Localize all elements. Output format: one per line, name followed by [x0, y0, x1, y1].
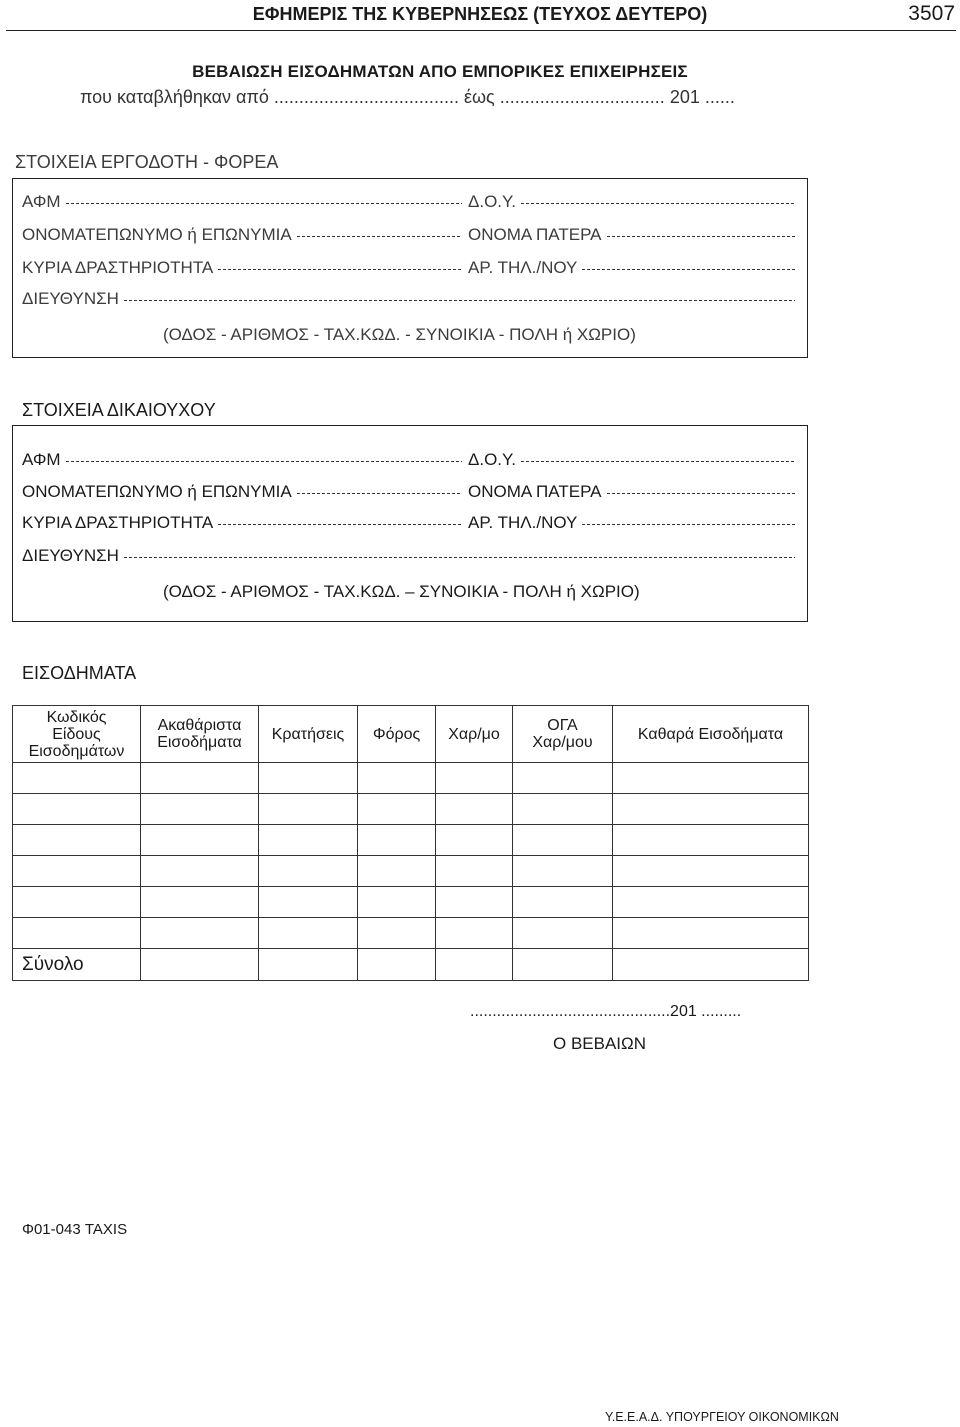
table-cell — [358, 794, 436, 825]
employer-phone-label: ΑΡ. ΤΗΛ./ΝΟΥ — [468, 258, 578, 277]
employer-father-label: ΟΝΟΜΑ ΠΑΤΕΡΑ — [468, 225, 602, 244]
table-cell — [613, 949, 809, 981]
beneficiary-doy-label: Δ.Ο.Υ. — [468, 450, 516, 469]
table-cell — [358, 856, 436, 887]
period-from-blank: ..................................... — [273, 87, 459, 107]
dash-leader — [124, 557, 795, 558]
employer-row-name — [22, 225, 795, 245]
period-to-blank: ................................. — [499, 87, 665, 107]
publisher-credit: Υ.Ε.Ε.Α.Δ. ΥΠΟΥΡΓΕΙΟΥ ΟΙΚΟΝΟΜΙΚΩΝ — [605, 1410, 839, 1424]
beneficiary-afm-field — [22, 450, 462, 470]
employer-activity-field — [22, 258, 462, 278]
table-cell — [259, 794, 358, 825]
col-header-line: Εισοδημάτων — [28, 742, 125, 760]
beneficiary-section-title: ΣΤΟΙΧΕΙΑ ΔΙΚΑΙΟΥΧΟΥ — [22, 400, 216, 420]
period-year-blank: ...... — [704, 87, 735, 107]
header-rule — [6, 30, 956, 31]
beneficiary-activity-field — [22, 513, 462, 533]
period-line — [80, 86, 735, 108]
table-cell — [513, 856, 613, 887]
signature-date-line: .............................................201 ......... — [470, 1003, 742, 1020]
dash-leader — [607, 236, 795, 237]
beneficiary-afm-label: ΑΦΜ — [22, 450, 61, 469]
table-cell — [259, 918, 358, 949]
table-cell — [259, 763, 358, 794]
table-cell — [513, 918, 613, 949]
period-year-label: 201 — [669, 87, 700, 107]
table-cell — [141, 949, 259, 981]
dash-leader — [66, 461, 462, 462]
employer-afm-field — [22, 192, 462, 212]
table-cell — [13, 918, 141, 949]
table-cell — [259, 856, 358, 887]
table-cell — [141, 825, 259, 856]
table-cell — [13, 887, 141, 918]
employer-phone-field — [468, 258, 795, 278]
table-cell — [513, 887, 613, 918]
table-cell — [358, 949, 436, 981]
col-header-line: Καθαρά Εισοδήματα — [637, 725, 784, 743]
gazette-title: ΕΦΗΜΕΡΙΣ ΤΗΣ ΚΥΒΕΡΝΗΣΕΩΣ (ΤΕΥΧΟΣ ΔΕΥΤΕΡΟ) — [252, 4, 708, 24]
table-cell — [259, 825, 358, 856]
employer-doy-label: Δ.Ο.Υ. — [468, 192, 516, 211]
beneficiary-row-afm — [22, 450, 795, 470]
page-number: 3507 — [908, 2, 955, 25]
employer-activity-label: ΚΥΡΙΑ ΔΡΑΣΤΗΡΙΟΤΗΤΑ — [22, 258, 214, 277]
employer-section-title: ΣΤΟΙΧΕΙΑ ΕΡΓΟΔΟΤΗ - ΦΟΡΕΑ — [15, 152, 279, 172]
employer-name-field — [22, 225, 462, 245]
table-cell — [141, 856, 259, 887]
table-cell — [436, 856, 513, 887]
table-cell — [513, 794, 613, 825]
beneficiary-name-label: ΟΝΟΜΑΤΕΠΩΝΥΜΟ ή ΕΠΩΝΥΜΙΑ — [22, 482, 292, 501]
col-header-deductions — [259, 706, 358, 763]
dash-leader — [582, 269, 795, 270]
employer-address-hint: (ΟΔΟΣ - ΑΡΙΘΜΟΣ - ΤΑΧ.ΚΩΔ. - ΣΥΝΟΙΚΙΑ - ΠΟΛΗ ή ΧΩΡΙΟ) — [163, 325, 636, 344]
table-cell — [613, 763, 809, 794]
table-cell — [613, 856, 809, 887]
employer-doy-field — [468, 192, 795, 212]
col-header-line: Φόρος — [372, 725, 421, 743]
table-cell — [259, 949, 358, 981]
beneficiary-address-label: ΔΙΕΥΘΥΝΣΗ — [22, 546, 119, 565]
table-cell — [358, 763, 436, 794]
employer-address-field — [22, 289, 795, 309]
table-row — [13, 825, 809, 856]
dash-leader — [521, 203, 795, 204]
period-from-label: που καταβλήθηκαν από — [80, 87, 269, 107]
table-header-row — [13, 706, 809, 763]
table-cell — [436, 949, 513, 981]
table-row — [13, 887, 809, 918]
table-cell — [436, 918, 513, 949]
col-header-line: Χαρ/μο — [448, 725, 500, 743]
employer-address-label: ΔΙΕΥΘΥΝΣΗ — [22, 289, 119, 308]
table-row — [13, 856, 809, 887]
table-cell — [436, 825, 513, 856]
table-cell — [259, 887, 358, 918]
beneficiary-father-field — [468, 482, 795, 502]
employer-afm-label: ΑΦΜ — [22, 192, 61, 211]
income-section-title: ΕΙΣΟΔΗΜΑΤΑ — [22, 663, 137, 683]
col-header-line: Χαρ/μου — [532, 734, 593, 751]
beneficiary-address-field — [22, 546, 795, 566]
table-row — [13, 918, 809, 949]
table-cell — [436, 887, 513, 918]
col-header-line: Ακαθάριστα — [157, 717, 242, 734]
beneficiary-phone-label: ΑΡ. ΤΗΛ./ΝΟΥ — [468, 513, 578, 532]
beneficiary-address-hint: (ΟΔΟΣ - ΑΡΙΘΜΟΣ - ΤΑΧ.ΚΩΔ. – ΣΥΝΟΙΚΙΑ - ΠΟΛΗ ή ΧΩΡΙΟ) — [163, 582, 640, 601]
table-cell — [513, 949, 613, 981]
table-cell — [141, 918, 259, 949]
income-table — [12, 705, 809, 981]
table-cell — [141, 794, 259, 825]
beneficiary-name-field — [22, 482, 462, 502]
table-cell — [613, 918, 809, 949]
beneficiary-row-activity — [22, 513, 795, 533]
table-cell — [513, 825, 613, 856]
dash-leader — [521, 461, 795, 462]
total-label: Σύνολο — [13, 949, 141, 981]
dash-leader — [297, 493, 462, 494]
table-total-row — [13, 949, 809, 981]
col-header-line: Είδους — [52, 725, 101, 743]
table-cell — [13, 856, 141, 887]
table-cell — [358, 918, 436, 949]
table-cell — [513, 763, 613, 794]
beneficiary-doy-field — [468, 450, 795, 470]
col-header-line: Κρατήσεις — [271, 725, 345, 743]
employer-father-field — [468, 225, 795, 245]
employer-row-address — [22, 289, 795, 309]
col-header-oga-stamp — [513, 706, 613, 763]
dash-leader — [582, 524, 795, 525]
beneficiary-father-label: ΟΝΟΜΑ ΠΑΤΕΡΑ — [468, 482, 602, 501]
col-header-tax — [358, 706, 436, 763]
dash-leader — [218, 524, 462, 525]
table-cell — [141, 887, 259, 918]
col-header-income-code — [13, 706, 141, 763]
table-row — [13, 763, 809, 794]
dash-leader — [607, 493, 795, 494]
col-header-stamp-duty — [436, 706, 513, 763]
table-cell — [13, 825, 141, 856]
table-cell — [13, 763, 141, 794]
col-header-gross-income — [141, 706, 259, 763]
dash-leader — [124, 300, 795, 301]
table-cell — [358, 825, 436, 856]
beneficiary-row-name — [22, 482, 795, 502]
form-title: ΒΕΒΑΙΩΣΗ ΕΙΣΟΔΗΜΑΤΩΝ ΑΠΟ ΕΜΠΟΡΙΚΕΣ ΕΠΙΧΕΙΡΗΣΕΙΣ — [192, 62, 688, 81]
table-row — [13, 794, 809, 825]
table-cell — [613, 887, 809, 918]
table-cell — [141, 763, 259, 794]
table-cell — [436, 763, 513, 794]
col-header-line: Εισοδήματα — [157, 734, 242, 751]
dash-leader — [218, 269, 462, 270]
col-header-line: Κωδικός — [46, 708, 107, 726]
table-cell — [436, 794, 513, 825]
employer-row-afm — [22, 192, 795, 212]
beneficiary-row-address — [22, 546, 795, 566]
table-cell — [613, 825, 809, 856]
employer-name-label: ΟΝΟΜΑΤΕΠΩΝΥΜΟ ή ΕΠΩΝΥΜΙΑ — [22, 225, 292, 244]
dash-leader — [297, 236, 462, 237]
employer-row-activity — [22, 258, 795, 278]
table-cell — [358, 887, 436, 918]
signer-title: Ο ΒΕΒΑΙΩΝ — [553, 1034, 647, 1053]
beneficiary-activity-label: ΚΥΡΙΑ ΔΡΑΣΤΗΡΙΟΤΗΤΑ — [22, 513, 214, 532]
col-header-line: ΟΓΑ — [547, 717, 578, 734]
col-header-net-income — [613, 706, 809, 763]
dash-leader — [66, 203, 462, 204]
table-cell — [13, 794, 141, 825]
period-to-label: έως — [463, 87, 495, 107]
table-cell — [613, 794, 809, 825]
beneficiary-phone-field — [468, 513, 795, 533]
form-code: Φ01-043 TAXIS — [22, 1221, 128, 1238]
